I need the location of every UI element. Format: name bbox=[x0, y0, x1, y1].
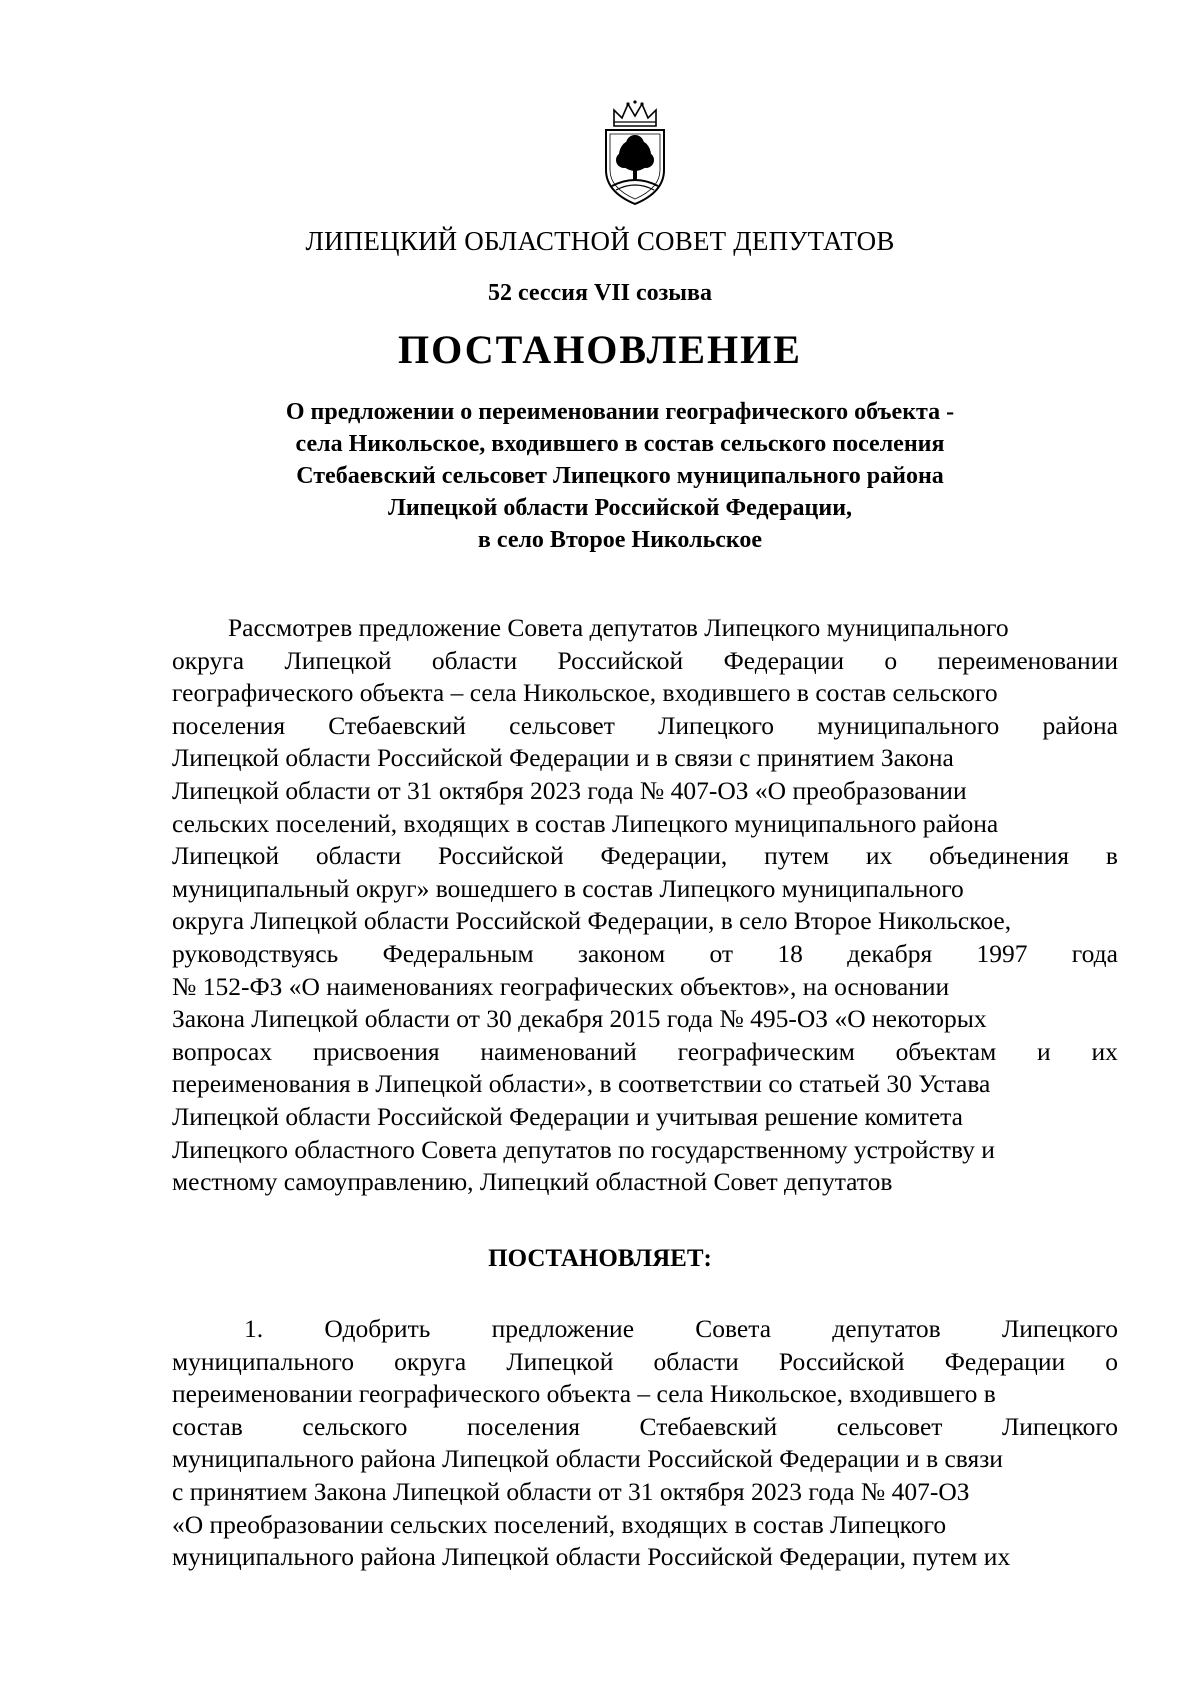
word: объектам bbox=[895, 1036, 997, 1066]
word: Федерации bbox=[723, 645, 844, 675]
text-line: с принятием Закона Липецкой области от 31 октября 2023 года № 407-ОЗ bbox=[172, 1476, 970, 1506]
word: депутатов bbox=[832, 1314, 941, 1343]
text-line: Липецкой области Российской Федерации и в связи с принятием Закона bbox=[172, 743, 954, 773]
subject-line: в село Второе Никольское bbox=[477, 527, 763, 553]
word: Федеральным bbox=[382, 938, 534, 968]
word: Липецкого bbox=[1001, 1314, 1118, 1343]
text-line bbox=[172, 1036, 1118, 1069]
text-line: Липецкой области от 31 октября 2023 года № 407-ОЗ «О преобразовании bbox=[172, 775, 967, 805]
word: Российской bbox=[557, 645, 684, 675]
word: Липецкой bbox=[506, 1346, 614, 1376]
coat-of-arms-icon bbox=[600, 100, 670, 210]
session-number: 52 сессия VII созыва bbox=[487, 280, 712, 306]
word: путем bbox=[764, 841, 830, 871]
word: Федерации, bbox=[600, 841, 728, 871]
word: объединения bbox=[929, 841, 1070, 871]
word: присвоения bbox=[312, 1036, 440, 1066]
word: сельского bbox=[302, 1411, 408, 1441]
organization-name: ЛИПЕЦКИЙ ОБЛАСТНОЙ СОВЕТ ДЕПУТАТОВ bbox=[305, 226, 895, 256]
word: района bbox=[1042, 710, 1118, 740]
word: Федерации bbox=[944, 1346, 1066, 1376]
word: и bbox=[1037, 1036, 1051, 1066]
text-line: муниципальный округ» вошедшего в состав Липецкого муниципального bbox=[172, 873, 964, 903]
word: предложение bbox=[491, 1314, 635, 1343]
word: области bbox=[653, 1346, 739, 1376]
word: состав bbox=[172, 1411, 243, 1441]
word: округа bbox=[394, 1346, 467, 1376]
word: Совета bbox=[695, 1314, 772, 1343]
word: муниципального bbox=[817, 710, 1000, 740]
word: географическим bbox=[677, 1036, 855, 1066]
word: вопросах bbox=[172, 1036, 273, 1066]
word: Российской bbox=[778, 1346, 905, 1376]
text-line: переименовании географического объекта – села Никольское, входившего в bbox=[172, 1379, 996, 1409]
word: о bbox=[884, 645, 898, 675]
resolution-subject bbox=[170, 396, 1070, 556]
word: Липецкого bbox=[1001, 1411, 1118, 1441]
word: Российской bbox=[437, 841, 564, 871]
text-line bbox=[172, 840, 1118, 873]
word: муниципального bbox=[172, 1346, 354, 1376]
word: Липецкой bbox=[284, 645, 392, 675]
resolves-heading: ПОСТАНОВЛЯЕТ: bbox=[488, 1245, 712, 1272]
word: руководствуясь bbox=[172, 938, 339, 968]
text-line: округа Липецкой области Российской Федерации, в село Второе Никольское, bbox=[172, 906, 1012, 936]
word: Одобрить bbox=[324, 1314, 431, 1343]
word: 1997 bbox=[976, 938, 1028, 968]
word: Липецкой bbox=[172, 841, 280, 871]
text-line: сельских поселений, входящих в состав Липецкого муниципального района bbox=[172, 808, 999, 838]
text-line bbox=[172, 645, 1118, 678]
text-line bbox=[172, 1313, 1118, 1346]
preamble-paragraph bbox=[172, 612, 1118, 1199]
word: сельсовет bbox=[836, 1411, 943, 1441]
text-line: № 152-ФЗ «О наименованиях географических объектов», на основании bbox=[172, 971, 950, 1001]
word: года bbox=[1071, 938, 1118, 968]
word: области bbox=[431, 645, 518, 675]
text-line: муниципального района Липецкой области Российской Федерации, путем их bbox=[172, 1542, 1011, 1572]
word: 1. bbox=[244, 1314, 264, 1343]
word: области bbox=[315, 841, 402, 871]
word: 18 bbox=[777, 938, 803, 968]
text-line bbox=[172, 1346, 1118, 1379]
word: в bbox=[1105, 841, 1118, 871]
word: Стебаевский bbox=[328, 710, 466, 740]
resolution-item-1 bbox=[172, 1313, 1118, 1574]
text-line: Липецкой области Российской Федерации и учитывая решение комитета bbox=[172, 1101, 963, 1131]
word: декабря bbox=[847, 938, 933, 968]
text-line: Закона Липецкой области от 30 декабря 2015 года № 495-ОЗ «О некоторых bbox=[172, 1004, 987, 1034]
word: их bbox=[865, 841, 893, 871]
word: поселения bbox=[466, 1411, 580, 1441]
word: законом bbox=[577, 938, 666, 968]
subject-line: Стебаевский сельсовет Липецкого муниципального района bbox=[296, 463, 944, 489]
word: от bbox=[709, 938, 734, 968]
word: наименований bbox=[480, 1036, 637, 1066]
word: Липецкого bbox=[658, 710, 775, 740]
text-line: Рассмотрев предложение Совета депутатов Липецкого муниципального bbox=[228, 613, 1009, 642]
text-line bbox=[172, 938, 1118, 971]
word: поселения bbox=[172, 710, 286, 740]
text-line: «О преобразовании сельских поселений, входящих в состав Липецкого bbox=[172, 1509, 947, 1539]
text-line: муниципального района Липецкой области Российской Федерации и в связи bbox=[172, 1444, 1003, 1474]
text-line: географического объекта – села Никольское, входившего в состав сельского bbox=[172, 678, 998, 708]
document-type: ПОСТАНОВЛЕНИЕ bbox=[398, 327, 802, 372]
word: Стебаевский bbox=[639, 1411, 778, 1441]
subject-line: села Никольское, входившего в состав сельского поселения bbox=[295, 431, 945, 457]
word: их bbox=[1091, 1036, 1118, 1066]
word: переименовании bbox=[937, 645, 1118, 675]
text-line bbox=[172, 710, 1118, 743]
text-line: местному самоуправлению, Липецкий областной Совет депутатов bbox=[172, 1167, 893, 1197]
word: о bbox=[1105, 1346, 1118, 1376]
subject-line: О предложении о переименовании географического объекта - bbox=[285, 399, 955, 425]
text-line: переименования в Липецкой области», в соответствии со статьей 30 Устава bbox=[172, 1069, 991, 1099]
text-line bbox=[172, 1411, 1118, 1444]
text-line: Липецкого областного Совета депутатов по государственному устройству и bbox=[172, 1134, 995, 1164]
word: сельсовет bbox=[509, 710, 615, 740]
subject-line: Липецкой области Российской Федерации, bbox=[387, 495, 853, 521]
word: округа bbox=[172, 645, 245, 675]
